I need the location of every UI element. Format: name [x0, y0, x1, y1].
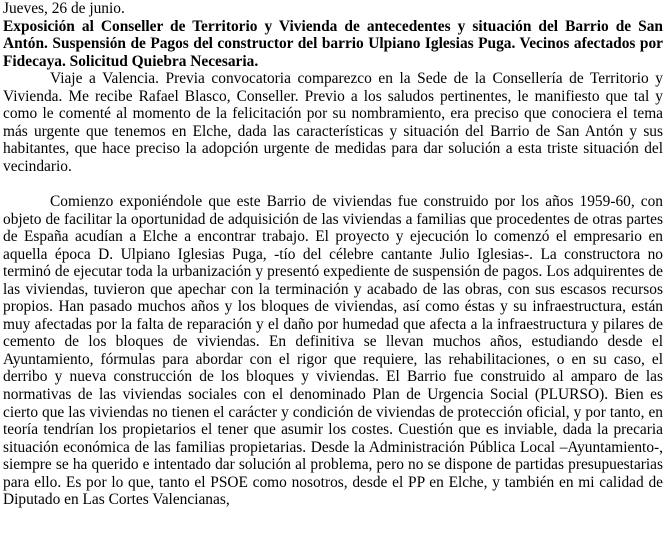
entry-title: Exposición al Conseller de Territorio y Vivienda de antecedentes y situación del Barrio de San Antón. Suspensión de Pagos del constructor del barrio Ulpiano Iglesias Puga. Vecinos afectados por Fidecaya. Solicitud Quiebra Necesaria.: [3, 17, 663, 70]
entry-date: Jueves, 26 de junio.: [3, 0, 125, 17]
paragraph-background: Comienzo exponiéndole que este Barrio de viviendas fue construido por los años 1959-60, con objeto de facilitar la oportunidad de adquisición de las viviendas a familias que procedentes de otras partes de España acudían a Elche a encontrar trabajo. El proyecto y ejecución lo comenzó el empresario en aquella época D. Ulpiano Iglesias Puga, -tío del célebre cantante Julio Iglesias-. La constructora no terminó de ejecutar toda la urbanización y presentó expediente de suspensión de pagos. Los adquirentes de las viviendas, tuvieron que apechar con la terminación y acabado de las obras, con sus escasos recursos propios. Han pasado muchos años y los bloques de viviendas, así como éstas y su infraestructura, están muy afectadas por la falta de reparación y el daño por humedad que afecta a la infraestructura y pilares de cemento de los bloques de viviendas. En definitiva se llevan muchos años, estudiando desde el Ayuntamiento, fórmulas para abordar con el rigor que requiere, las rehabilitaciones, o en su caso, el derribo y nueva construcción de los bloques y viviendas. El Barrio fue construido al amparo de las normativas de las viviendas sociales con el denominado Plan de Urgencia Social (PLURSO). Bien es cierto que las viviendas no tienen el carácter y condición de viviendas de protección oficial, y por tanto, en teoría tendrían los propietarios el tener que asumir los costes. Cuestión que es inviable, dada la precaria situación económica de las familias propietarias. Desde la Administración Pública Local –Ayuntamiento-, siempre se ha querido e intentado dar solución al problema, pero no se dispone de partidas presupuestarias para ello. Es por lo que, tanto el PSOE como nosotros, desde el PP en Elche, y también en mi calidad de Diputado en Las Cortes Valencianas,: [3, 193, 663, 509]
paragraph-spacer: [3, 175, 663, 193]
paragraph-visit: Viaje a Valencia. Previa convocatoria comparezco en la Sede de la Consellería de Territorio y Vivienda. Me recibe Rafael Blasco, Conseller. Previo a los saludos pertinentes, le manifiesto que tal y como le comenté al momento de la felicitación por su nombramiento, era preciso que conociera el tema más urgente que tenemos en Elche, dada las características y situación del Barrio de San Antón y sus habitantes, que hace preciso la adopción urgente de medidas para dar solución a esta triste situación del vecindario.: [3, 70, 663, 175]
